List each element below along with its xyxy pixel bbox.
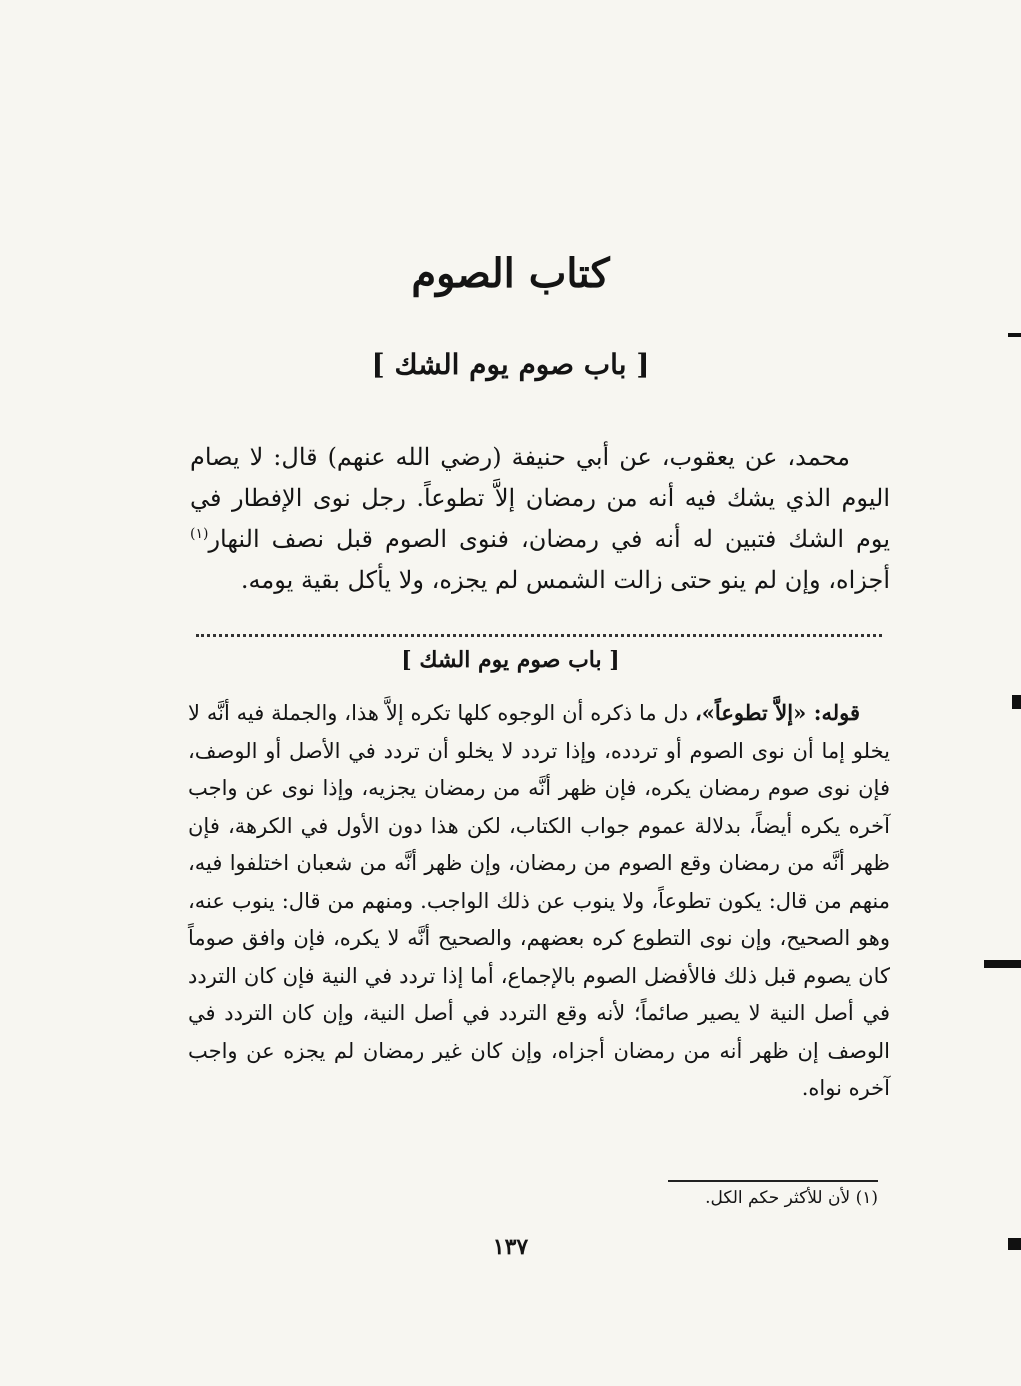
footnote-reference[interactable]: (١) [190,526,209,542]
main-text-part2: أجزاه، وإن لم ينو حتى زالت الشمس لم يجزه، ولا يأكل بقية يومه. [240,566,890,594]
scan-artifact-mark [1008,1238,1021,1250]
chapter-heading: [ باب صوم يوم الشك ] [371,348,650,381]
page-number: ١٣٧ [492,1234,529,1260]
commentary-lead: قوله: «إلاَّ تطوعاً»، [695,700,860,725]
book-title: كتاب الصوم [411,250,610,297]
scan-artifact-mark [1008,333,1021,337]
scan-artifact-mark [984,960,1021,968]
scan-artifact-mark [1012,695,1021,709]
commentary-heading: [ باب صوم يوم الشك ] [401,647,620,673]
main-text [190,437,890,601]
footnote-rule [668,1180,878,1182]
footnote: (١) لأن للأكثر حكم الكل. [705,1188,878,1208]
commentary-text [188,694,890,1108]
main-text-part1: محمد، عن يعقوب، عن أبي حنيفة (رضي الله عنهم) قال: لا يصام اليوم الذي يشك فيه أنه من رمضان إلاَّ تطوعاً. رجل نوى الإفطار في يوم الشك فتبين له أنه في رمضان، فنوى الصوم قبل نصف النهار [190,443,890,553]
commentary-body: دل ما ذكره أن الوجوه كلها تكره إلاَّ هذا، والجملة فيه أنَّه لا يخلو إما أن نوى الصوم أو تردده، وإذا تردد لا يخلو أن تردد في الأصل أو الوصف، فإن نوى صوم رمضان يكره، فإن ظهر أنَّه من رمضان يجزيه، وإذا نوى عن واجب آخره يكره أيضاً، بدلالة عموم جواب الكتاب، لكن هذا دون الأول في الكرهة، فإن ظهر أنَّه من رمضان وقع الصوم من رمضان، وإن ظهر أنَّه من شعبان اختلفوا فيه، منهم من قال: يكون تطوعاً، ولا ينوب عن ذلك الواجب. ومنهم من قال: ينوب عنه، وهو الصحيح، وإن نوى التطوع كره بعضهم، والصحيح أنَّه لا يكره، فإن وافق صوماً كان يصوم قبل ذلك فالأفضل الصوم بالإجماع، أما إذا تردد في النية فإن كان التردد في أصل النية لا يصير صائماً؛ لأنه وقع التردد في أصل النية، وإن كان التردد في الوصف إن ظهر أنه من رمضان أجزاه، وإن كان غير رمضان لم يجزه عن واجب آخره نواه. [188,701,890,1100]
dotted-separator [196,634,882,637]
